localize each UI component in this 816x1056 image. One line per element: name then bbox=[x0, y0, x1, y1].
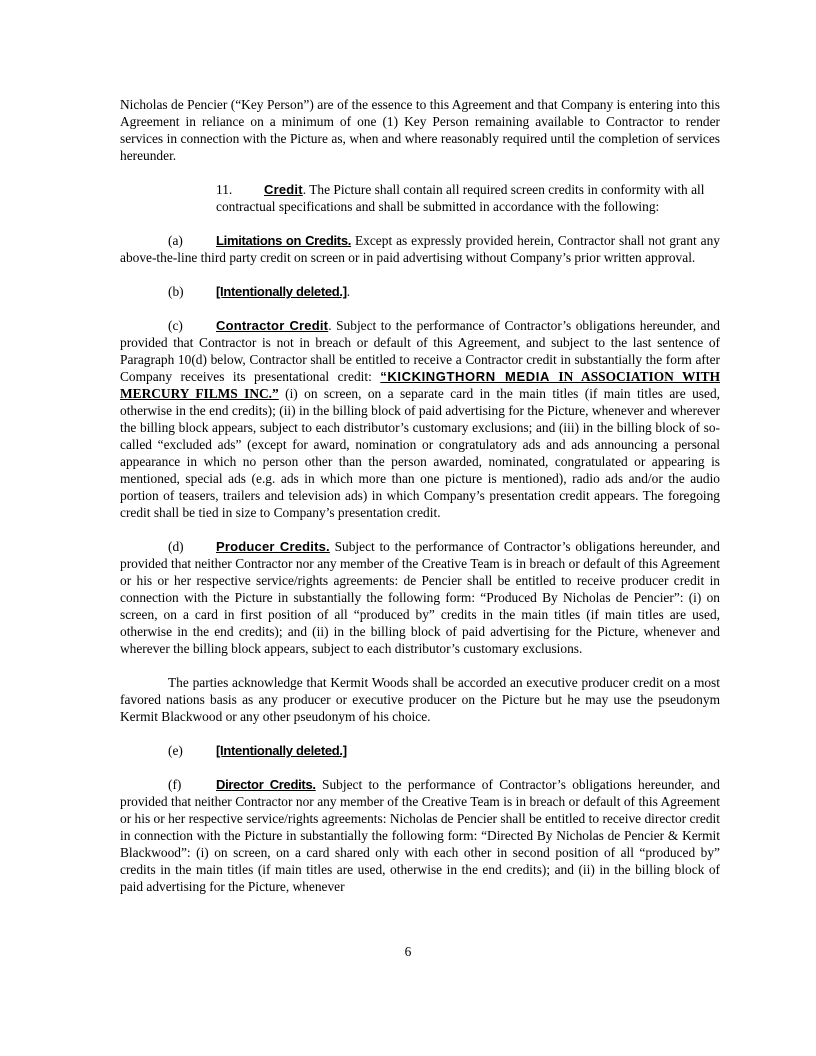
subsection-f-label: (f) bbox=[168, 777, 182, 792]
subsection-e bbox=[120, 742, 720, 759]
subsection-c-text-2: (i) on screen, on a separate card in the main titles (if main titles are used, otherwise in the end credits); (ii) in the billing block of paid advertising for the Picture, whenever and wherever the billing block appears, subject to each distributor’s customary exclusions; and (iii) in the billing block of so-called “excluded ads” (except for award, nomination or congratulatory ads and ads announcing a personal appearance in which no person other than the person awarded, nominated, congratulated or appearing is mentioned, special ads (e.g. ads in which more than one picture is mentioned), radio ads and/or the audio portion of teasers, trailers and television ads) in which Company’s presentation credit appears. The foregoing credit shall be tied in size to Company’s presentation credit. bbox=[120, 386, 720, 520]
subsection-e-label: (e) bbox=[168, 743, 183, 758]
section-11-paragraph bbox=[120, 181, 720, 215]
subsection-f-text: Subject to the performance of Contractor’s obligations hereunder, and provided that neither Contractor nor any member of the Creative Team is in breach or default of this Agreement or his or her respective service/rights agreements: Nicholas de Pencier shall be entitled to receive director credit in connection with the Picture in substantially the following form: “Directed By Nicholas de Pencier & Kermit Blackwood”: (i) on screen, on a card shared only with each other in second position of all “produced by” credits in the main titles (if main titles are used, otherwise in the end credits); and (ii) in the billing block of paid advertising for the Picture, whenever bbox=[120, 777, 720, 894]
subsection-c-title: Contractor Credit bbox=[216, 318, 329, 333]
subsection-d bbox=[120, 538, 720, 657]
intro-paragraph: Nicholas de Pencier (“Key Person”) are of the essence to this Agreement and that Company is entering into this Agreement in reliance on a minimum of one (1) Key Person remaining available to Contractor to render services in connection with the Picture as, when and where reasonably required until the completion of services hereunder. bbox=[120, 97, 720, 163]
subsection-f-title: Director Credits. bbox=[216, 777, 316, 792]
subsection-a bbox=[120, 232, 720, 266]
subsection-d-text: Subject to the performance of Contractor’s obligations hereunder, and provided that neither Contractor nor any member of the Creative Team is in breach or default of this Agreement or his or her respective service/rights agreements: de Pencier shall be entitled to receive producer credit in connection with the Picture in substantially the following form: “Produced By Nicholas de Pencier”: (i) on screen, on a card in first position of all “produced by” credits in the main titles (if main titles are used, otherwise in the end credits); and (ii) in the billing block of paid advertising for the Picture, whenever and wherever the billing block appears, subject to each distributor’s customary exclusions. bbox=[120, 539, 720, 656]
page-number: 6 bbox=[404, 944, 412, 959]
document-page bbox=[120, 96, 720, 895]
subsection-b-tail: . bbox=[346, 284, 351, 299]
subsection-b-title: [Intentionally deleted.] bbox=[216, 284, 347, 299]
subsection-a-label: (a) bbox=[168, 233, 183, 248]
subsection-c-label: (c) bbox=[168, 318, 183, 333]
subsection-e-title: [Intentionally deleted.] bbox=[216, 743, 347, 758]
subsection-c bbox=[120, 317, 720, 521]
subsection-a-title: Limitations on Credits. bbox=[216, 233, 352, 248]
section-11-title: Credit bbox=[264, 182, 303, 197]
contractor-credit-association: IN ASSOCIATION WITH MERCURY FILMS INC.” bbox=[120, 369, 720, 401]
contractor-credit-name: “KICKINGTHORN MEDIA bbox=[380, 369, 550, 384]
section-11-text: . The Picture shall contain all required screen credits in conformity with all contractual specifications and shall be submitted in accordance with the following: bbox=[216, 182, 705, 214]
subsection-d-label: (d) bbox=[168, 539, 184, 554]
subsection-d-title: Producer Credits. bbox=[216, 539, 330, 554]
subsection-f bbox=[120, 776, 720, 895]
acknowledgement-paragraph: The parties acknowledge that Kermit Woods shall be accorded an executive producer credit on a most favored nations basis as any producer or executive producer on the Picture but he may use the pseudonym Kermit Blackwood or any other pseudonym of his choice. bbox=[120, 675, 720, 724]
subsection-b bbox=[120, 283, 720, 300]
subsection-a-text: Except as expressly provided herein, Contractor shall not grant any above-the-line third party credit on screen or in paid advertising without Company’s prior written approval. bbox=[120, 233, 720, 265]
section-11-number: 11. bbox=[216, 182, 233, 197]
subsection-b-label: (b) bbox=[168, 284, 184, 299]
subsection-c-text-1: . Subject to the performance of Contractor’s obligations hereunder, and provided that Contractor is not in breach or default of this Agreement, and subject to the last sentence of Paragraph 10(d) below, Contractor shall be entitled to receive a Contractor credit in substantially the form after Company receives its presentational credit: bbox=[120, 318, 720, 384]
